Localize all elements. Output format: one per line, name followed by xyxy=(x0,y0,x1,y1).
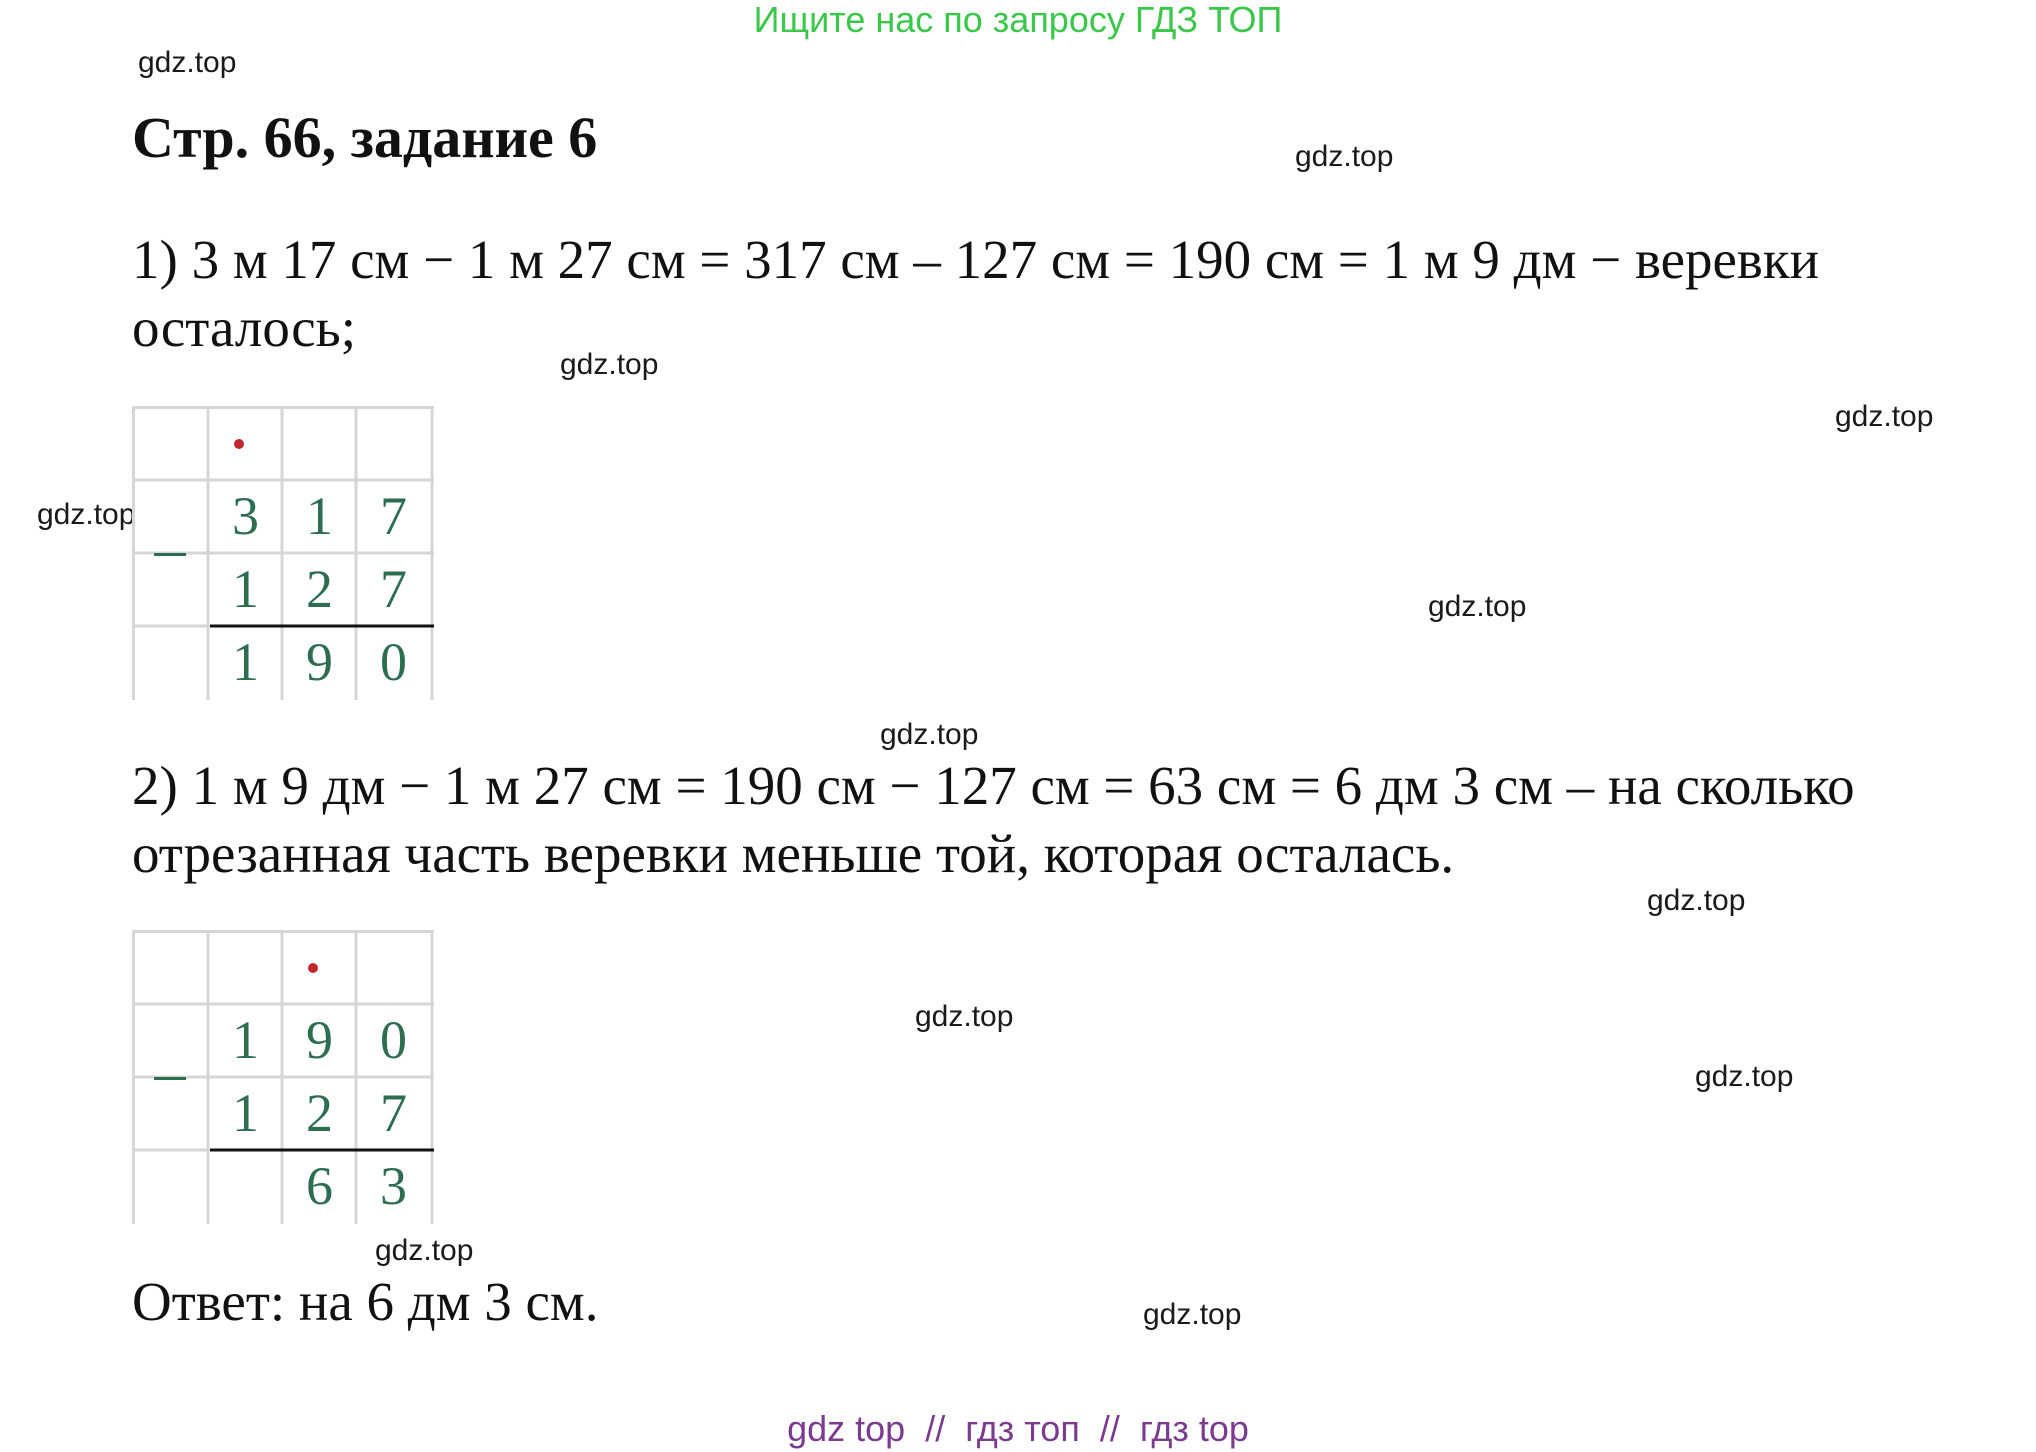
solution-step-2: 2) 1 м 9 дм − 1 м 27 см = 190 см − 127 см = 63 см = 6 дм 3 см – на сколько отрезанная часть веревки меньше той, которая осталась. xyxy=(132,755,1855,884)
answer-line: Ответ: на 6 дм 3 см. xyxy=(132,1271,599,1332)
watermark: gdz.top xyxy=(37,498,136,531)
digit: 1 xyxy=(306,486,333,546)
watermark: gdz.top xyxy=(138,46,237,79)
watermark: gdz.top xyxy=(915,1000,1014,1033)
minus-sign xyxy=(154,553,186,556)
digit: 7 xyxy=(380,486,407,546)
borrow-dot xyxy=(308,963,318,973)
footer-links[interactable]: gdz top // гдз топ // гдз top xyxy=(787,1408,1249,1449)
watermark: gdz.top xyxy=(1295,140,1394,173)
search-banner[interactable]: Ищите нас по запросу ГДЗ ТОП xyxy=(753,0,1283,40)
digit: 7 xyxy=(380,1083,407,1143)
digit: 7 xyxy=(380,559,407,619)
digit: 2 xyxy=(306,559,333,619)
digit: 0 xyxy=(380,632,407,692)
borrow-dot xyxy=(234,439,244,449)
watermark: gdz.top xyxy=(560,348,659,381)
digit: 6 xyxy=(306,1156,333,1216)
watermark: gdz.top xyxy=(1143,1298,1242,1331)
page-title: Стр. 66, задание 6 xyxy=(132,105,598,170)
digit: 3 xyxy=(232,486,259,546)
digit: 3 xyxy=(380,1156,407,1216)
column-subtraction-2 xyxy=(132,930,434,1224)
digit: 1 xyxy=(232,1010,259,1070)
watermark: gdz.top xyxy=(880,718,979,751)
digit: 9 xyxy=(306,1010,333,1070)
digit: 2 xyxy=(306,1083,333,1143)
watermark: gdz.top xyxy=(1647,884,1746,917)
minus-sign xyxy=(154,1077,186,1080)
solution-step-1: 1) 3 м 17 см − 1 м 27 см = 317 см – 127 см = 190 см = 1 м 9 дм − веревки осталось; xyxy=(132,229,1820,358)
watermark: gdz.top xyxy=(1695,1060,1794,1093)
digit: 0 xyxy=(380,1010,407,1070)
watermark: gdz.top xyxy=(375,1234,474,1267)
digit: 1 xyxy=(232,1083,259,1143)
digit xyxy=(209,1150,282,1223)
column-subtraction-1 xyxy=(132,406,434,700)
digit: 9 xyxy=(306,632,333,692)
watermark: gdz.top xyxy=(1428,590,1527,623)
watermark: gdz.top xyxy=(1835,400,1934,433)
digit: 1 xyxy=(232,632,259,692)
digit: 1 xyxy=(232,559,259,619)
